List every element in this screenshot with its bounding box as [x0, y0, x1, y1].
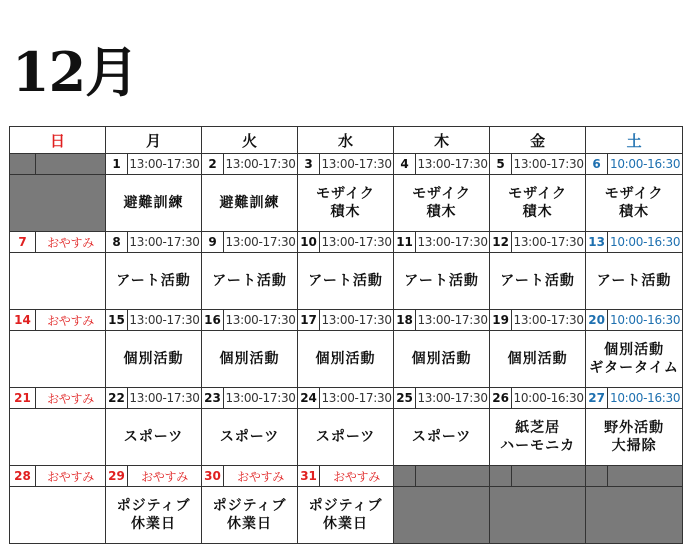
activity-row: [10, 487, 683, 544]
hours-label: 13:00-17:30: [128, 310, 202, 331]
activity-cell: [298, 331, 394, 388]
activity-text: 休業日: [131, 516, 177, 532]
day-number: 3: [298, 154, 320, 175]
day-number: 1: [106, 154, 128, 175]
hours-label: 13:00-17:30: [128, 154, 202, 175]
hours-label: 13:00-17:30: [128, 388, 202, 409]
hours-label: 13:00-17:30: [224, 232, 298, 253]
day-number: 16: [202, 310, 224, 331]
activity-text: 紙芝居: [515, 420, 561, 436]
day-number: 21: [10, 388, 36, 409]
hours-label: 13:00-17:30: [320, 154, 394, 175]
day-number: [10, 154, 36, 175]
activity-cell: [106, 175, 202, 232]
activity-cell: [298, 487, 394, 544]
activity-text: 野外活動: [604, 420, 665, 436]
day-number: [586, 466, 608, 487]
activity-text: 個別活動: [411, 351, 472, 367]
month-title: 12月: [12, 40, 139, 104]
date-row: [10, 310, 683, 331]
activity-cell: [394, 175, 490, 232]
day-number: 10: [298, 232, 320, 253]
hours-label: 13:00-17:30: [320, 388, 394, 409]
closed-label: おやすみ: [320, 466, 394, 487]
day-number: 19: [490, 310, 512, 331]
activity-text: ポジティブ: [116, 498, 191, 514]
activity-text: アート活動: [116, 273, 191, 289]
calendar-table: [9, 126, 683, 544]
activity-text: 大掃除: [611, 438, 657, 454]
activity-text: 休業日: [227, 516, 273, 532]
date-row: [10, 466, 683, 487]
activity-cell: [202, 409, 298, 466]
hours-label: 13:00-17:30: [320, 232, 394, 253]
day-number: 13: [586, 232, 608, 253]
day-number: 5: [490, 154, 512, 175]
activity-text: ハーモニカ: [500, 438, 576, 454]
activity-text: 個別活動: [123, 351, 184, 367]
activity-cell: [490, 331, 586, 388]
day-number: 9: [202, 232, 224, 253]
activity-text: ポジティブ: [308, 498, 383, 514]
activity-cell: [586, 253, 683, 310]
activity-cell: [10, 253, 106, 310]
weekday-header: 水: [298, 127, 394, 154]
day-number: [490, 466, 512, 487]
activity-row: [10, 331, 683, 388]
activity-text: 積木: [330, 204, 361, 220]
date-row: [10, 388, 683, 409]
hours-label: 13:00-17:30: [224, 154, 298, 175]
closed-label: おやすみ: [224, 466, 298, 487]
activity-text: スポーツ: [123, 429, 184, 445]
day-number: 28: [10, 466, 36, 487]
closed-label: おやすみ: [36, 466, 106, 487]
activity-text: 避難訓練: [219, 195, 280, 211]
activity-cell: [106, 409, 202, 466]
activity-text: モザイク: [508, 186, 567, 202]
weekday-header: 日: [10, 127, 106, 154]
day-number: 26: [490, 388, 512, 409]
activity-text: 休業日: [323, 516, 369, 532]
day-number: 17: [298, 310, 320, 331]
day-number: 23: [202, 388, 224, 409]
weekday-header: 木: [394, 127, 490, 154]
day-number: 2: [202, 154, 224, 175]
day-number: 12: [490, 232, 512, 253]
hours-label: 10:00-16:30: [512, 388, 586, 409]
hours-label: 13:00-17:30: [512, 154, 586, 175]
activity-text: ギタータイム: [589, 360, 679, 376]
day-number: 15: [106, 310, 128, 331]
activity-text: モザイク: [604, 186, 664, 202]
activity-cell: [202, 331, 298, 388]
hours-label: [36, 154, 106, 175]
activity-text: アート活動: [212, 273, 287, 289]
weekday-header: 土: [586, 127, 683, 154]
activity-text: スポーツ: [219, 429, 280, 445]
activity-cell: [10, 331, 106, 388]
day-number: 4: [394, 154, 416, 175]
hours-label: 10:00-16:30: [608, 154, 683, 175]
day-number: 11: [394, 232, 416, 253]
activity-text: 個別活動: [604, 342, 665, 358]
hours-label: 13:00-17:30: [224, 388, 298, 409]
closed-label: おやすみ: [128, 466, 202, 487]
day-number: 25: [394, 388, 416, 409]
activity-text: アート活動: [596, 273, 672, 289]
activity-cell: [394, 487, 490, 544]
closed-label: おやすみ: [36, 388, 106, 409]
activity-text: 個別活動: [507, 351, 568, 367]
activity-text: 個別活動: [315, 351, 376, 367]
day-number: 29: [106, 466, 128, 487]
day-number: 7: [10, 232, 36, 253]
hours-label: 13:00-17:30: [320, 310, 394, 331]
date-row: [10, 154, 683, 175]
activity-text: スポーツ: [411, 429, 472, 445]
activity-cell: [106, 487, 202, 544]
activity-cell: [298, 409, 394, 466]
weekday-header: 月: [106, 127, 202, 154]
day-number: 14: [10, 310, 36, 331]
activity-cell: [490, 409, 586, 466]
activity-row: [10, 175, 683, 232]
weekday-header: 金: [490, 127, 586, 154]
day-number: 8: [106, 232, 128, 253]
activity-cell: [202, 487, 298, 544]
day-number: 18: [394, 310, 416, 331]
activity-row: [10, 409, 683, 466]
activity-text: ポジティブ: [212, 498, 287, 514]
day-number: 27: [586, 388, 608, 409]
activity-cell: [106, 253, 202, 310]
day-number: 22: [106, 388, 128, 409]
activity-text: アート活動: [308, 273, 383, 289]
activity-text: 積木: [426, 204, 457, 220]
date-row: [10, 232, 683, 253]
activity-text: 避難訓練: [123, 195, 184, 211]
day-number: 6: [586, 154, 608, 175]
activity-text: スポーツ: [315, 429, 376, 445]
activity-cell: [394, 331, 490, 388]
hours-label: [608, 466, 683, 487]
hours-label: [416, 466, 490, 487]
activity-cell: [298, 253, 394, 310]
hours-label: 13:00-17:30: [416, 154, 490, 175]
activity-text: 個別活動: [219, 351, 280, 367]
activity-cell: [586, 175, 683, 232]
activity-cell: [10, 487, 106, 544]
activity-cell: [586, 409, 683, 466]
hours-label: [512, 466, 586, 487]
activity-text: モザイク: [412, 186, 471, 202]
activity-cell: [394, 253, 490, 310]
activity-cell: [490, 253, 586, 310]
activity-text: 積木: [522, 204, 553, 220]
activity-cell: [10, 175, 106, 232]
activity-text: モザイク: [316, 186, 375, 202]
hours-label: 10:00-16:30: [608, 388, 683, 409]
closed-label: おやすみ: [36, 232, 106, 253]
hours-label: 10:00-16:30: [608, 232, 683, 253]
hours-label: 13:00-17:30: [416, 232, 490, 253]
day-number: 20: [586, 310, 608, 331]
activity-cell: [490, 175, 586, 232]
activity-cell: [490, 487, 586, 544]
activity-cell: [106, 331, 202, 388]
activity-cell: [586, 487, 683, 544]
weekday-header: 火: [202, 127, 298, 154]
weekday-header-row: [10, 127, 683, 154]
day-number: 31: [298, 466, 320, 487]
activity-text: アート活動: [500, 273, 575, 289]
hours-label: 13:00-17:30: [512, 310, 586, 331]
hours-label: 13:00-17:30: [128, 232, 202, 253]
day-number: 24: [298, 388, 320, 409]
activity-cell: [298, 175, 394, 232]
activity-cell: [10, 409, 106, 466]
activity-row: [10, 253, 683, 310]
activity-cell: [202, 253, 298, 310]
hours-label: 13:00-17:30: [512, 232, 586, 253]
hours-label: 13:00-17:30: [416, 310, 490, 331]
activity-cell: [202, 175, 298, 232]
activity-cell: [394, 409, 490, 466]
hours-label: 10:00-16:30: [608, 310, 683, 331]
activity-text: 積木: [619, 204, 650, 220]
activity-text: アート活動: [404, 273, 479, 289]
hours-label: 13:00-17:30: [416, 388, 490, 409]
day-number: [394, 466, 416, 487]
hours-label: 13:00-17:30: [224, 310, 298, 331]
closed-label: おやすみ: [36, 310, 106, 331]
activity-cell: [586, 331, 683, 388]
day-number: 30: [202, 466, 224, 487]
